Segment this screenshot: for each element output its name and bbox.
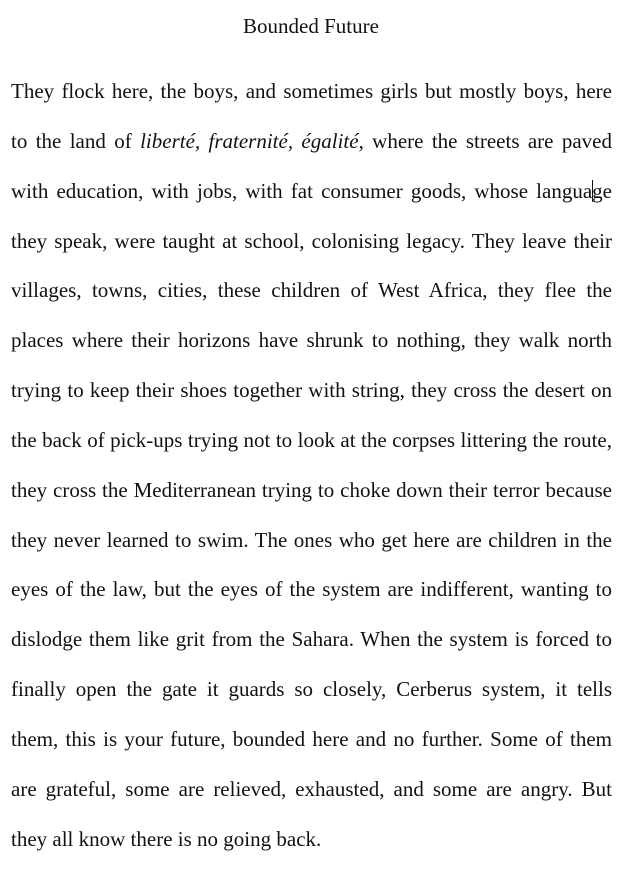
italic-phrase: liberté, fraternité, égalité xyxy=(140,128,359,153)
text-line-14: them, this is your future, bounded here and no further. Some of them xyxy=(11,726,612,751)
document-title: Bounded Future xyxy=(243,14,379,38)
text-line-2 xyxy=(11,127,612,177)
text-line-16: they all know there is no going back. xyxy=(11,826,322,851)
text-line-10: they never learned to swim. The ones who get here are children in the xyxy=(11,527,612,552)
text-line-1: They flock here, the boys, and sometimes girls but mostly boys, here xyxy=(11,79,612,103)
text-line-11: eyes of the law, but the eyes of the system are indifferent, wanting to xyxy=(11,577,612,602)
text-line-12: dislodge them like grit from the Sahara. When the system is forced to xyxy=(11,627,612,652)
text-line-4: they speak, were taught at school, colonising legacy. They leave their xyxy=(11,228,612,253)
document-body[interactable] xyxy=(11,77,612,875)
text-line-15: are grateful, some are relieved, exhausted, and some are angry. But xyxy=(11,776,612,801)
text-line-3-start: with education, with jobs, with fat consumer goods, whose langua xyxy=(11,178,593,203)
text-line-7: trying to keep their shoes together with string, they cross the desert on xyxy=(11,378,612,403)
text-line-5: villages, towns, cities, these children of West Africa, they flee the xyxy=(11,278,612,303)
text-line-8: the back of pick-ups trying not to look at the corpses littering the route, xyxy=(11,427,612,452)
text-line-2-start: to the land of xyxy=(11,128,132,153)
text-line-13: finally open the gate it guards so closely, Cerberus system, it tells xyxy=(11,677,612,702)
text-line-9: they cross the Mediterranean trying to choke down their terror because xyxy=(11,477,612,502)
text-line-6: places where their horizons have shrunk to nothing, they walk north xyxy=(11,328,612,353)
text-line-2-end: , where the streets are paved xyxy=(358,128,612,153)
text-line-3 xyxy=(11,177,612,227)
text-line-3-end: ge xyxy=(592,178,612,203)
